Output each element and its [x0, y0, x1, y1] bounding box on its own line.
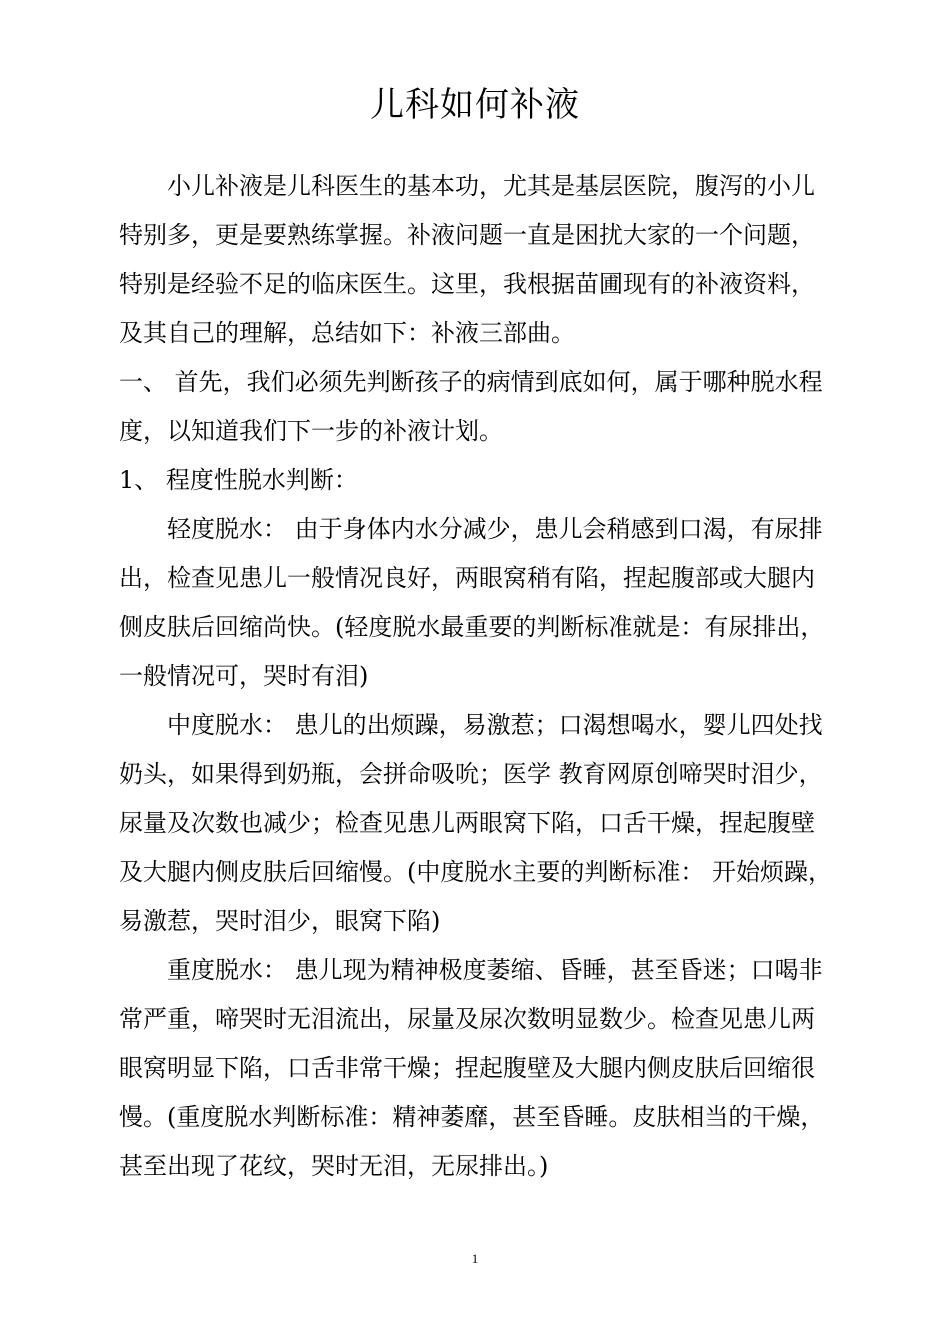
document-body [119, 162, 834, 1191]
moderate-dehydration-paragraph: 中度脱水： 患儿的出烦躁，易激惹；口渴想喝水，婴儿四处找奶头，如果得到奶瓶，会拼命吸吮；医学 教育网原创啼哭时泪少，尿量及次数也减少；检查见患儿两眼窝下陷，口舌干燥，捏起腹壁及大腿内侧皮肤后回缩慢。(中度脱水主要的判断标准： 开始烦躁，易激惹，哭时泪少，眼窝下陷) [119, 711, 832, 935]
subsection-heading-1: 1、 程度性脱水判断： [119, 466, 358, 494]
severe-dehydration-paragraph: 重度脱水： 患儿现为精神极度萎缩、昏睡，甚至昏迷；口喝非常严重，啼哭时无泪流出，尿量及尿次数明显数少。检查见患儿两眼窝明显下陷，口舌非常干燥；捏起腹壁及大腿内侧皮肤后回缩很慢。(重度脱水判断标准：精神萎靡，甚至昏睡。皮肤相当的干燥，甚至出现了花纹，哭时无泪，无尿排出。) [119, 956, 825, 1180]
page-number: 1 [471, 1251, 479, 1266]
mild-dehydration-paragraph: 轻度脱水： 由于身体内水分减少，患儿会稍感到口渴，有尿排出，检查见患儿一般情况良好，两眼窝稍有陷，捏起腹部或大腿内侧皮肤后回缩尚快。(轻度脱水最重要的判断标准就是：有尿排出，一般情况可，哭时有泪) [119, 515, 825, 690]
page-title: 儿科如何补液 [370, 85, 580, 125]
intro-paragraph: 小儿补液是儿科医生的基本功，尤其是基层医院，腹泻的小儿特别多，更是要熟练掌握。补液问题一直是困扰大家的一个问题，特别是经验不足的临床医生。这里，我根据苗圃现有的补液资料，及其自己的理解，总结如下：补液三部曲。 [119, 172, 815, 347]
section-heading-1: 一、 首先，我们必须先判断孩子的病情到底如何，属于哪种脱水程度，以知道我们下一步的补液计划。 [119, 368, 823, 445]
